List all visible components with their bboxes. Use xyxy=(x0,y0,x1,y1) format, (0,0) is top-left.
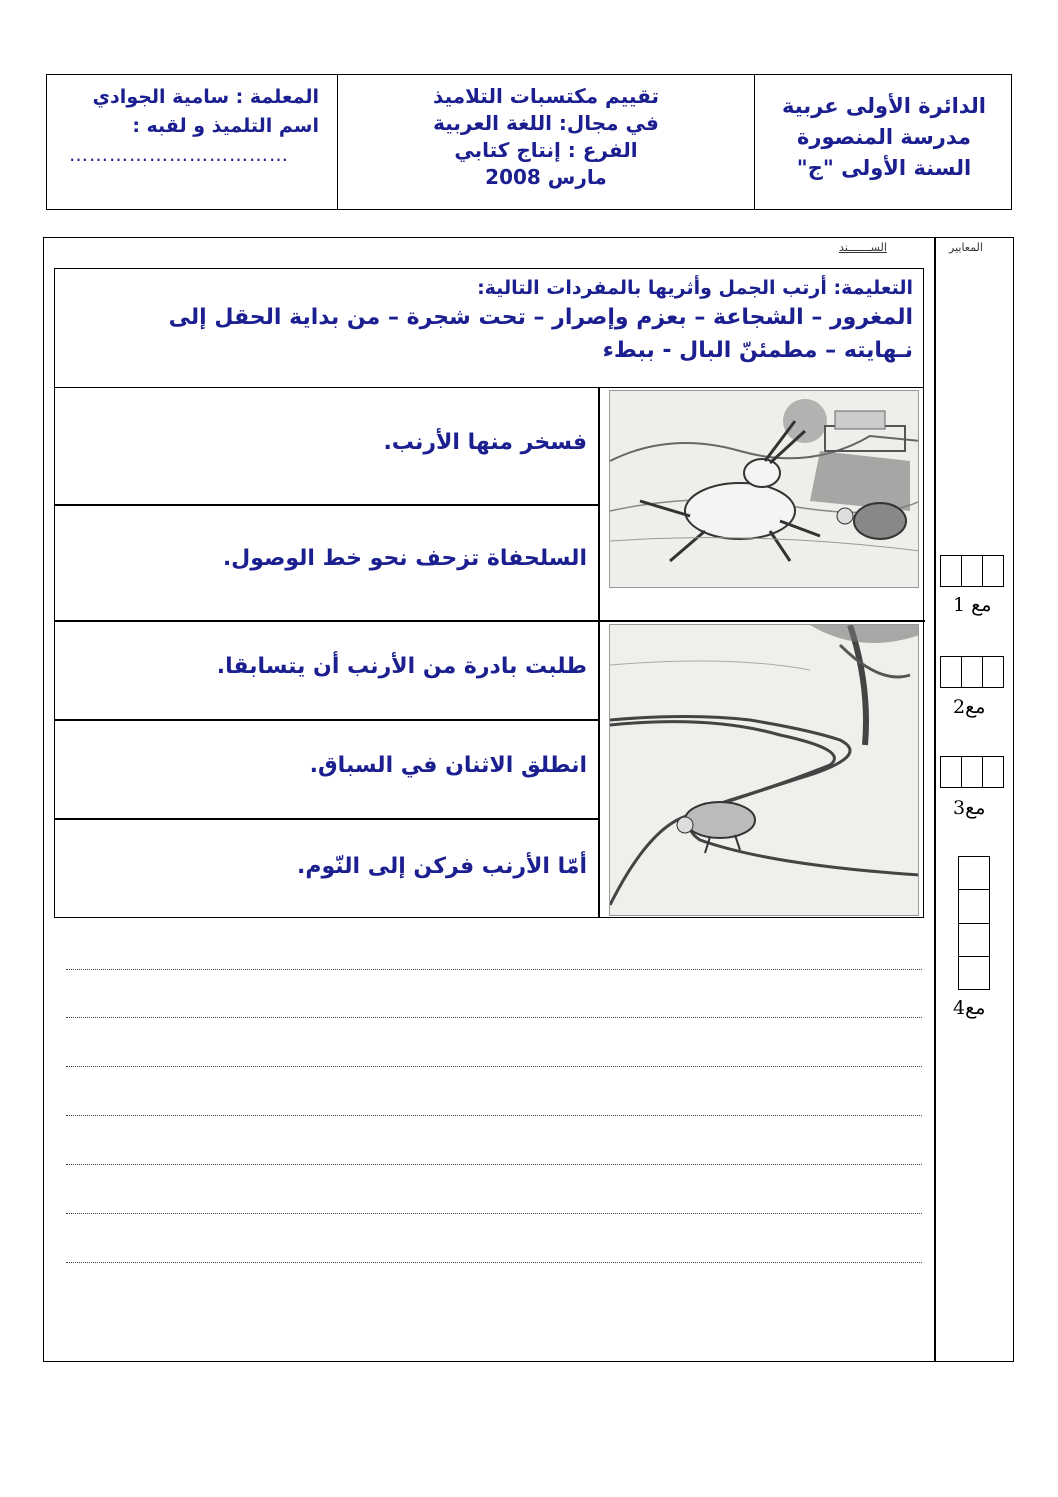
criterion-2-boxes[interactable] xyxy=(940,656,1004,688)
school-name: مدرسة المنصورة xyxy=(797,125,971,149)
assessment-info xyxy=(337,75,754,209)
sanad-label: الســـــــند xyxy=(839,241,887,254)
criterion-3-label: مع3 xyxy=(953,797,986,819)
sentences-table xyxy=(54,388,924,918)
instruction-title: التعليمة: أرتب الجمل وأثريها بالمفردات التالية: xyxy=(477,277,913,299)
hare-tortoise-picture xyxy=(609,390,919,588)
school-info xyxy=(754,75,1013,209)
writing-line[interactable] xyxy=(66,969,922,970)
instruction-words-2: نـهايته – مطمئنّ البال - ببطء xyxy=(602,338,913,363)
student-name-label: اسم التلميذ و لقبه : xyxy=(132,115,319,137)
criterion-1-boxes[interactable] xyxy=(940,555,1004,587)
student-name-field[interactable]: …………………………… xyxy=(69,144,289,166)
instruction-box xyxy=(54,268,924,388)
sentence-1: فسخر منها الأرنب. xyxy=(383,430,587,455)
sentence-5: أمّا الأرنب فركن إلى النّوم. xyxy=(297,854,587,879)
row-divider xyxy=(55,719,598,721)
branch-label: الفرع : إنتاج كتابي xyxy=(454,138,638,162)
criteria-label: المعايير xyxy=(949,241,983,254)
date-label: مارس 2008 xyxy=(485,165,607,189)
header-table xyxy=(46,74,1012,210)
table-divider xyxy=(598,388,600,917)
class-label: السنة الأولى "ج" xyxy=(796,156,972,180)
assessment-title: تقييم مكتسبات التلاميذ xyxy=(433,84,659,108)
writing-line[interactable] xyxy=(66,1017,922,1018)
path-tree-picture xyxy=(609,624,919,916)
writing-line[interactable] xyxy=(66,1115,922,1116)
teacher-student-info xyxy=(47,75,337,209)
writing-line[interactable] xyxy=(66,1262,922,1263)
criterion-4-boxes[interactable] xyxy=(958,856,990,990)
teacher-name: المعلمة : سامية الجوادي xyxy=(92,86,319,108)
sentence-3: طلبت بادرة من الأرنب أن يتسابقا. xyxy=(216,654,587,679)
writing-line[interactable] xyxy=(66,1213,922,1214)
district-label: الدائرة الأولى عربية xyxy=(781,94,986,118)
sentence-4: انطلق الاثنان في السباق. xyxy=(309,753,587,778)
domain-label: في مجال: اللغة العربية xyxy=(433,111,659,135)
criteria-column-divider xyxy=(934,238,936,1361)
row-divider xyxy=(55,620,925,622)
instruction-words-1: المغرور – الشجاعة – بعزم وإصرار – تحت شجرة – من بداية الحقل إلى xyxy=(168,305,913,330)
criterion-1-label: مع 1 xyxy=(953,594,992,616)
row-divider xyxy=(55,818,598,820)
criterion-2-label: مع2 xyxy=(953,696,986,718)
sentence-2: السلحفاة تزحف نحو خط الوصول. xyxy=(222,546,587,571)
criterion-4-label: مع4 xyxy=(953,997,986,1019)
row-divider xyxy=(55,504,598,506)
criterion-3-boxes[interactable] xyxy=(940,756,1004,788)
writing-line[interactable] xyxy=(66,1066,922,1067)
writing-line[interactable] xyxy=(66,1164,922,1165)
